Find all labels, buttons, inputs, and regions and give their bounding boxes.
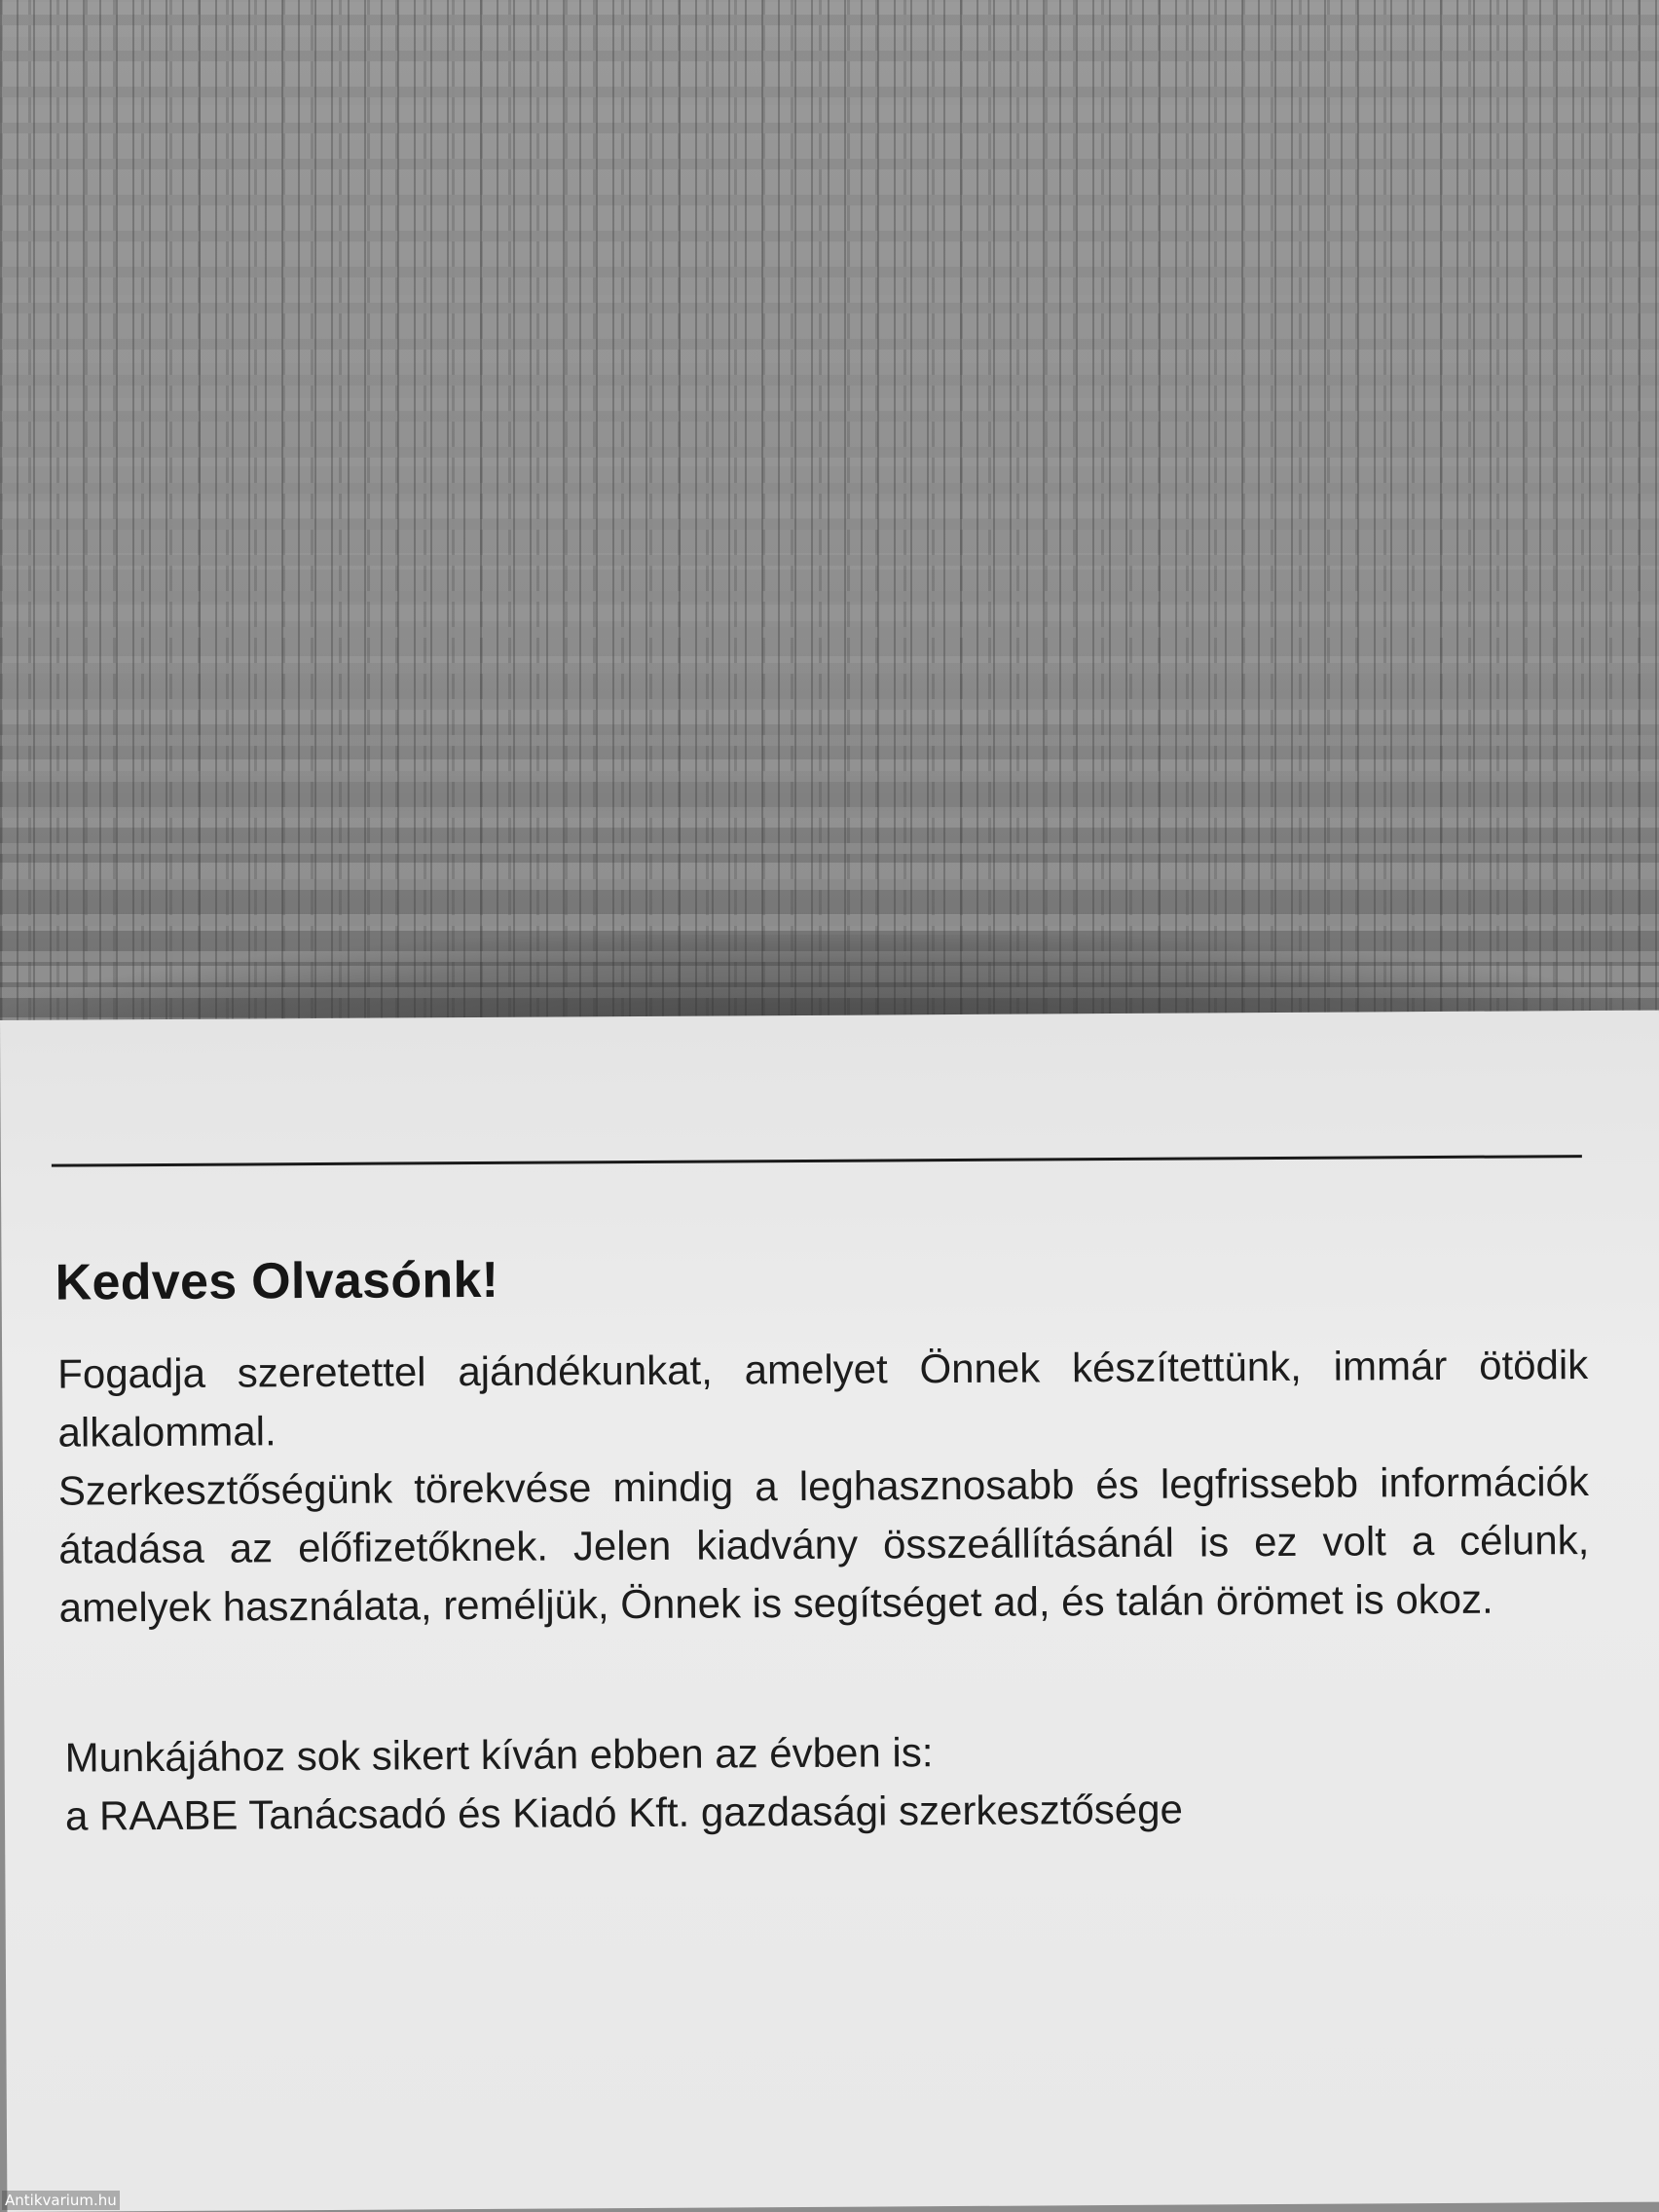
letter-paragraph-1: Fogadja szeretettel ajándékunkat, amelyet Önnek készítettünk, immár ötödik alkalommal. xyxy=(57,1342,1589,1456)
letter-heading: Kedves Olvasónk! xyxy=(55,1251,499,1311)
letter-closing xyxy=(64,1722,1183,1846)
cover-texture xyxy=(0,0,1659,1034)
watermark-label: Antikvarium.hu xyxy=(2,2191,120,2210)
letter-paragraph-2: Szerkesztőségünk törekvése mindig a leghasznosabb és legfrissebb információk átadása az előfizetőknek. Jelen kiadvány összeállításánál is ez volt a célunk, amelyek használata, reméljük, Önnek is segítséget ad, és talán örömet is okoz. xyxy=(57,1458,1590,1631)
letter-body xyxy=(57,1336,1590,1638)
top-divider xyxy=(52,1155,1582,1167)
closing-line-2: a RAABE Tanácsadó és Kiadó Kft. gazdasági szerkesztősége xyxy=(64,1786,1184,1839)
letter-page xyxy=(0,1011,1659,2212)
closing-line-1: Munkájához sok sikert kíván ebben az évben is: xyxy=(64,1729,934,1781)
